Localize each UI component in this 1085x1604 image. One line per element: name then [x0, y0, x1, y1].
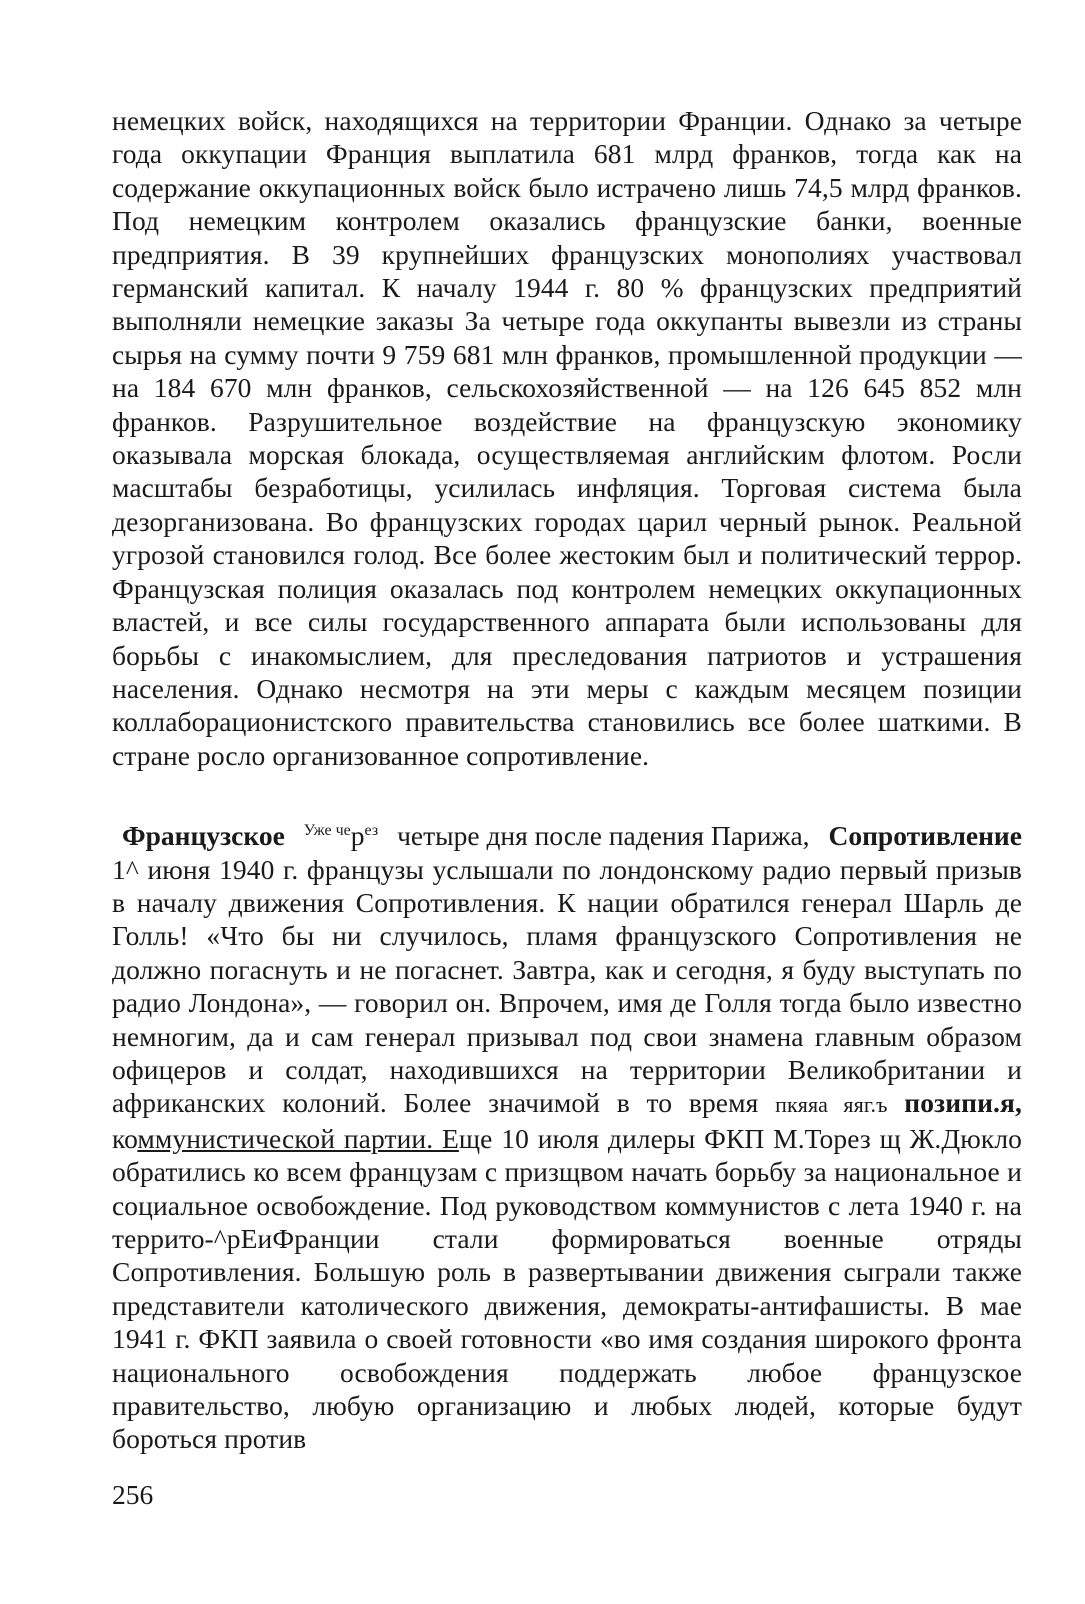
side-heading-left: Французское	[122, 820, 285, 852]
paragraph-occupation-economy: немецких войск, находящихся на территории Франции. Однако за четыре года оккупации Франция выплатила 681 млрд франков, тогда как на содержание оккупационных войск было истрачено лишь 74,5 млрд франков. Под немецким контролем оказались французские банки, военные предприятия. В 39 крупнейших французских монополиях участвовал германский капитал. К началу 1944 г. 80 % французских предприятий выполняли немецкие заказы За четыре года оккупанты вывезли из страны сырья на сумму почти 9 759 681 млн франков, промышленной продукции — на 184 670 млн франков, сельскохозяйственной — на 126 645 852 млн франков. Разрушительное воздействие на французскую экономику оказывала морская блокада, осуществляемая английским флотом. Росли масштабы безработицы, усилилась инфляция. Торговая система была дезорганизована. Во французских городах царил черный рынок. Реальной угрозой становился голод. Все более жестоким был и политический террор. Французская полиция оказалась под контролем немецких оккупационных властей, и все силы государственного аппарата были использованы для борьбы с инакомыслием, для преследования патриотов и устрашения населения. Однако несмотря на эти меры с каждым месяцем позиции коллаборационистского правительства становились все более шаткими. В стране росло организованное сопротивление.	[112, 105, 1022, 771]
underlined-prefix: ко	[112, 1122, 138, 1154]
underlined-text: ммунистической партии. Е	[137, 1122, 459, 1154]
resistance-text-part1: 1^ июня 1940 г. французы услышали по лондонскому радио первый призыв в началу движения Сопротивления. К нации обратился генерал Шарль де Голль! «Что бы ни случилось, пламя французского Сопротивления не должно погаснуть и не погаснет. Завтра, как и сегодня, я буду выступать по радио Лондона», — говорил он. Впрочем, имя де Голля тогда было известно немногим, да и сам генерал призывал под свои знамена главным образом офицеров и солдат, находившихся на территории Великобритании и африканских колоний. Более значимой в то время	[112, 853, 1022, 1119]
ocr-garbled-bold: позипи.я,	[904, 1087, 1022, 1119]
document-page	[112, 104, 1022, 1456]
paragraph-resistance-body	[112, 853, 1022, 1456]
side-heading-right: Сопротивление	[828, 820, 1022, 852]
paragraph-resistance-first-line	[112, 819, 1022, 852]
page-number: 256	[112, 1479, 154, 1510]
first-line-text: четыре дня после падения Парижа,	[397, 820, 810, 852]
resistance-text-part2: ще 10 июля дилеры ФКП М.Торез щ Ж.Дюкло обратились ко всем французам с призщвом начать борьбу за национальное и социальное освобождение. Под руководством коммунистов с лета 1940 г. на террито-^рЕиФранции стали формироваться военные отряды Сопротивления. Большую роль в развертывании движения сыграли также представители католического движения, демократы-антифашисты. В мае 1941 г. ФКП заявила о своей готовности «во имя создания широкого фронта национального освобождения поддержать любое французское правительство, любую организацию и любых людей, которые будут бороться против	[112, 1122, 1023, 1455]
superscript-note: $^{Уже че}р^{ез}$	[303, 820, 379, 852]
paragraph-resistance	[112, 819, 1022, 1456]
ocr-garbled-text: пкяяа яяг.ъ	[775, 1092, 888, 1118]
